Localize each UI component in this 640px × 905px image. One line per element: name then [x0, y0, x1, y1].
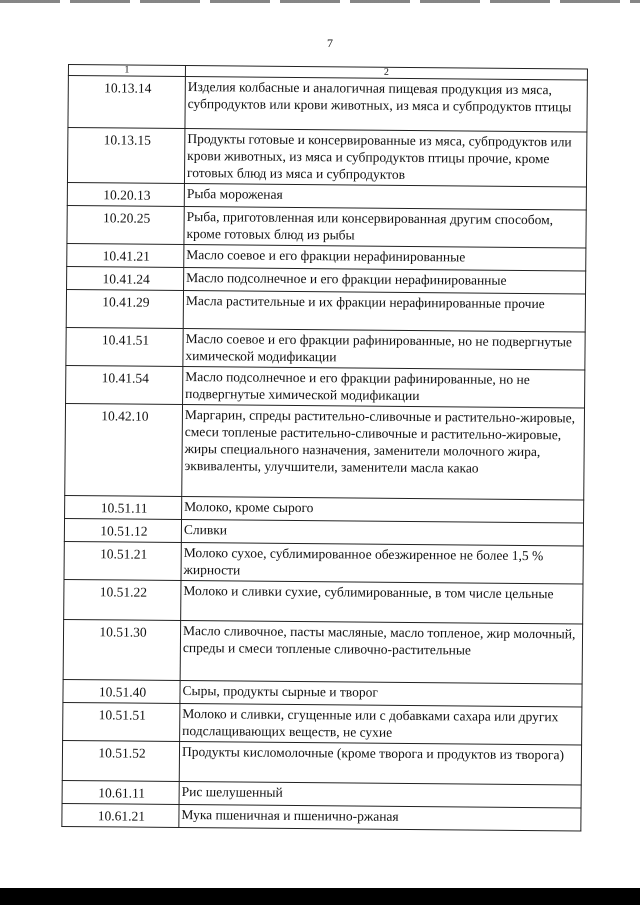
- table-row: [66, 365, 585, 408]
- table-row: [66, 327, 585, 370]
- table-row: [62, 803, 581, 831]
- product-description: Масло подсолнечное и его фракции нерафинированные: [184, 268, 586, 295]
- product-description: Масло соевое и его фракции рафинированные, но не подвергнутые химической модификации: [183, 329, 585, 371]
- product-description: Молоко и сливки сухие, сублимированные, в том числе цельные: [181, 581, 583, 625]
- okpd-code: 10.13.14: [68, 76, 185, 129]
- table-row: [62, 740, 581, 785]
- page-number: 7: [327, 36, 333, 50]
- okpd-code: 10.42.10: [65, 403, 183, 496]
- okpd-code: 10.51.21: [64, 541, 181, 580]
- okpd-code: 10.51.40: [63, 679, 180, 703]
- table-row: [64, 579, 583, 624]
- okpd-code: 10.41.29: [66, 289, 183, 328]
- okpd-code: 10.13.15: [67, 128, 184, 184]
- scan-edge-bottom: [0, 888, 640, 905]
- scan-edge-top: [0, 0, 640, 3]
- okpd-code: 10.51.51: [63, 702, 180, 741]
- table-row: [63, 619, 583, 684]
- table-row: [65, 403, 585, 500]
- product-description: Масло сливочное, пасты масляные, масло топленое, жир молочный, спреды и смеси топленые сливочно-растительные: [180, 621, 583, 685]
- product-description: Продукты кисломолочные (кроме творога и продуктов из творога): [179, 741, 581, 785]
- okpd-code: 10.20.13: [67, 182, 184, 206]
- table-row: [66, 289, 585, 332]
- product-description: Рис шелушенный: [179, 781, 581, 808]
- table-row: [64, 541, 583, 584]
- product-description: Рыба мороженая: [184, 184, 586, 211]
- product-description: Маргарин, спреды растительно-сливочные и растительно-жировые, смеси топленые растительно-сливочные и растительно-жировые, жиры специального назначения, заменители молочного жира, эквиваленты, улучшители, заменители масла какао: [182, 405, 585, 501]
- product-description: Мука пшеничная и пшенично-ржаная: [179, 804, 581, 831]
- column-header-2: 2: [185, 66, 587, 81]
- product-description: Масла растительные и их фракции нерафинированные прочие: [183, 291, 585, 333]
- table-row: [68, 76, 587, 133]
- product-description: Сливки: [181, 520, 583, 547]
- okpd-code: 10.51.52: [62, 740, 179, 781]
- okpd-code: 10.41.24: [67, 266, 184, 290]
- product-description: Продукты готовые и консервированные из мяса, субпродуктов или крови животных, из мяса и субпродуктов птицы прочие, кроме готовых блюд из мяса и субпродуктов: [184, 129, 586, 188]
- okpd-code: 10.51.12: [64, 518, 181, 542]
- classification-table: [61, 64, 588, 832]
- okpd-code: 10.51.11: [65, 495, 182, 519]
- okpd-code: 10.41.51: [66, 327, 183, 366]
- product-description: Изделия колбасные и аналогичная пищевая продукция из мяса, субпродуктов или крови животных, из мяса и субпродуктов птицы: [185, 77, 587, 133]
- product-description: Молоко сухое, сублимированное обезжиренное не более 1,5 % жирности: [181, 543, 583, 585]
- okpd-code: 10.20.25: [67, 205, 184, 244]
- product-description: Масло подсолнечное и его фракции рафинированные, но не подвергнутые химической модификации: [183, 367, 585, 409]
- okpd-code: 10.61.21: [62, 803, 179, 827]
- product-description: Рыба, приготовленная или консервированная другим способом, кроме готовых блюд из рыбы: [184, 207, 586, 249]
- table-row: [63, 702, 582, 745]
- product-description: Молоко и сливки, сгущенные или с добавками сахара или других подслащивающих веществ, не сухие: [180, 704, 582, 746]
- product-description: Молоко, кроме сырого: [182, 497, 584, 524]
- okpd-code: 10.41.54: [66, 365, 183, 404]
- okpd-code: 10.51.30: [63, 619, 181, 680]
- table-row: [67, 128, 586, 188]
- okpd-code: 10.61.11: [62, 780, 179, 804]
- product-description: Сыры, продукты сырные и творог: [180, 681, 582, 708]
- okpd-code: 10.41.21: [67, 243, 184, 267]
- table-row: [67, 205, 586, 248]
- product-description: Масло соевое и его фракции нерафинированные: [184, 245, 586, 272]
- okpd-code: 10.51.22: [64, 579, 181, 620]
- column-header-1: 1: [68, 65, 185, 77]
